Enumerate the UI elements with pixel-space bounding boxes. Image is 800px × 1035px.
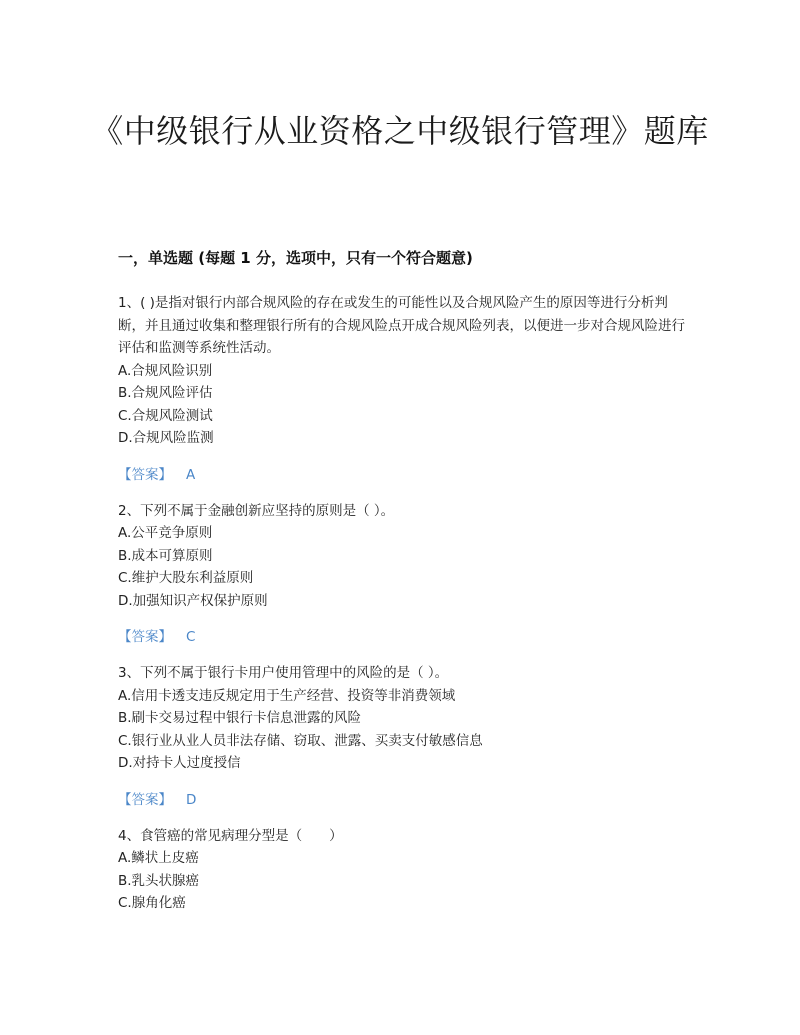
option-b: B.乳头状腺癌 (118, 872, 200, 889)
option-d: D.合规风险监测 (118, 430, 214, 446)
option-a: A.信用卡透支违反规定用于生产经营、投资等非消费领域 (118, 687, 456, 704)
option-b: B.合规风险评估 (118, 385, 213, 401)
answer-label: 【答案】 (118, 791, 172, 808)
question-stem: 4、食管癌的常见病理分型是（ ） (118, 827, 343, 844)
option-d: D.加强知识产权保护原则 (118, 592, 268, 609)
option-b: B.刷卡交易过程中银行卡信息泄露的风险 (118, 710, 362, 726)
option-c: C.银行业从业人员非法存储、窃取、泄露、买卖支付敏感信息 (118, 732, 483, 749)
answer-value: A (186, 466, 196, 483)
option-c: C.腺角化癌 (118, 895, 186, 911)
question-stem: 1、( )是指对银行内部合规风险的存在或发生的可能性以及合规风险产生的原因等进行分析判断，并且通过收集和整理银行所有的合规风险点开成合规风险列表，以便进一步对合规风险进行评估和监测等系统性活动。 (118, 295, 685, 356)
answer-line (118, 626, 686, 648)
option-d: D.对持卡人过度授信 (118, 755, 241, 771)
answer-label: 【答案】 (118, 466, 172, 483)
option-a: A.合规风险识别 (118, 362, 213, 379)
answer-line (118, 789, 686, 811)
question-stem: 2、下列不属于金融创新应坚持的原则是（ ）。 (118, 502, 395, 519)
answer-value: C (186, 629, 196, 645)
document-title: 《中级银行从业资格之中级银行管理》题库 (91, 112, 709, 150)
option-c: C.维护大股东利益原则 (118, 570, 254, 586)
answer-line (118, 464, 686, 486)
question-stem: 3、下列不属于银行卡用户使用管理中的风险的是（ ）。 (118, 665, 449, 681)
question-list (118, 292, 686, 915)
question-4 (118, 825, 686, 915)
option-a: A.公平竞争原则 (118, 525, 213, 541)
option-a: A.鳞状上皮癌 (118, 850, 199, 866)
answer-value: D (186, 791, 197, 808)
question-2 (118, 500, 686, 649)
option-c: C.合规风险测试 (118, 407, 213, 424)
answer-label: 【答案】 (118, 629, 172, 645)
question-3 (118, 662, 686, 811)
section-heading: 一，单选题 (每题 1 分，选项中，只有一个符合题意) (118, 249, 473, 267)
question-1 (118, 292, 686, 486)
option-b: B.成本可算原则 (118, 547, 213, 564)
